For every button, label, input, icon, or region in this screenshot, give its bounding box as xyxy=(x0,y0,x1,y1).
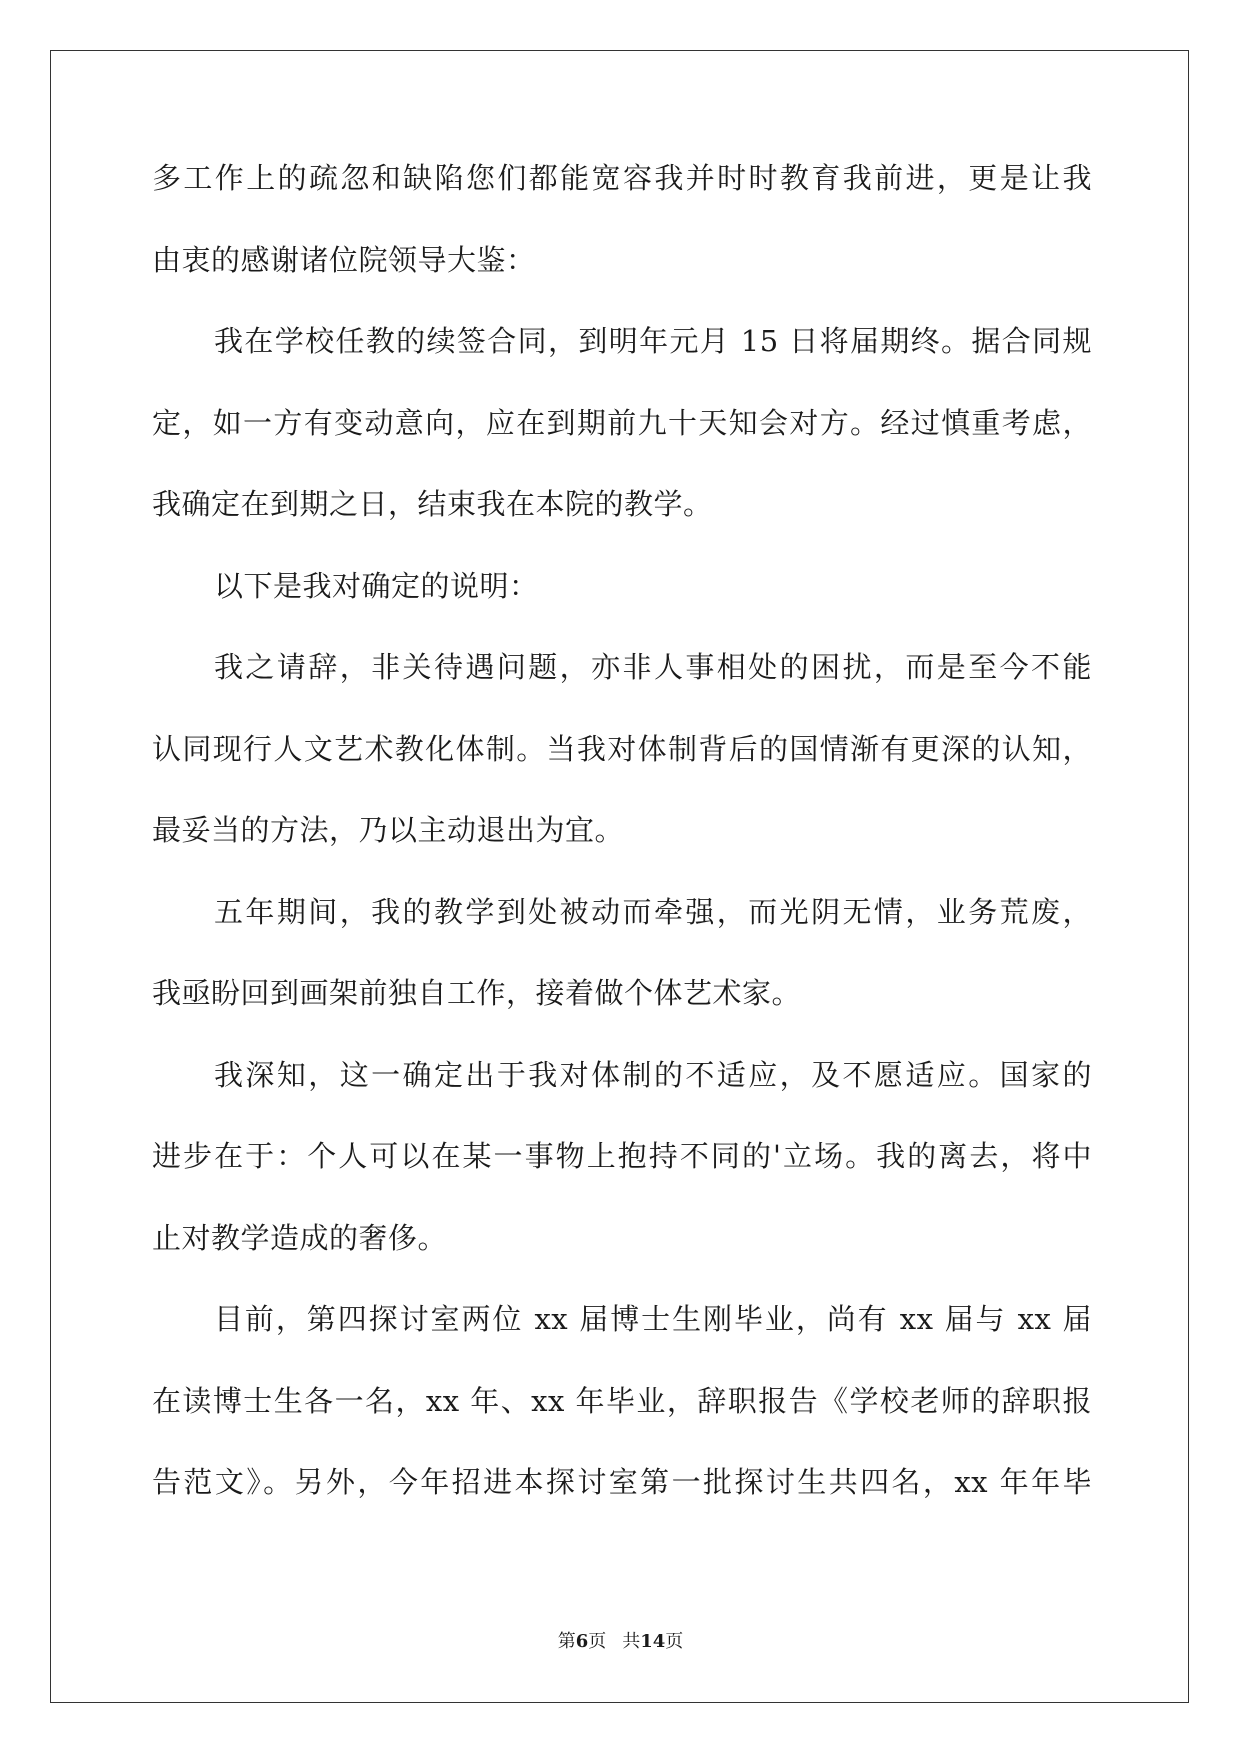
footer-total-prefix: 共 xyxy=(622,1631,641,1652)
text-line: 告范文》。另外，今年招进本探讨室第一批探讨生共四名，xx 年年毕 xyxy=(152,1465,1092,1499)
text-line: 由衷的感谢诸位院领导大鉴： xyxy=(152,242,536,277)
text-line: 多工作上的疏忽和缺陷您们都能宽容我并时时教育我前进，更是让我 xyxy=(152,161,1092,195)
page-footer xyxy=(0,1627,1241,1653)
text-line: 认同现行人文艺术教化体制。当我对体制背后的国情渐有更深的认知， xyxy=(152,731,1092,766)
text-line: 我亟盼回到画架前独自工作，接着做个体艺术家。 xyxy=(152,976,802,1010)
text-line: 我深知，这一确定出于我对体制的不适应，及不愿适应。国家的 xyxy=(214,1057,1092,1092)
text-line: 在读博士生各一名，xx 年、xx 年毕业，辞职报告《学校老师的辞职报 xyxy=(152,1383,1092,1418)
footer-page-number: 6 xyxy=(575,1631,589,1652)
text-line: 五年期间，我的教学到处被动而牵强，而光阴无情，业务荒废， xyxy=(214,894,1092,929)
footer-total-suffix: 页 xyxy=(665,1631,684,1652)
text-line: 我确定在到期之日，结束我在本院的教学。 xyxy=(152,487,713,521)
text-line: 目前，第四探讨室两位 xx 届博士生刚毕业，尚有 xx 届与 xx 届 xyxy=(214,1302,1092,1336)
text-line: 我在学校任教的续签合同，到明年元月 15 日将届期终。据合同规 xyxy=(214,324,1092,358)
text-line: 最妥当的方法，乃以主动退出为宜。 xyxy=(152,813,625,847)
text-line: 进步在于：个人可以在某一事物上抱持不同的'立场。我的离去，将中 xyxy=(152,1139,1092,1173)
footer-page-prefix: 第 xyxy=(557,1631,576,1652)
text-line: 止对教学造成的奢侈。 xyxy=(152,1220,448,1255)
text-line: 我之请辞，非关待遇问题，亦非人事相处的困扰，而是至今不能 xyxy=(214,650,1092,684)
text-line: 以下是我对确定的说明： xyxy=(214,568,539,603)
text-line: 定，如一方有变动意向，应在到期前九十天知会对方。经过慎重考虑， xyxy=(152,405,1092,440)
footer-page-suffix: 页 xyxy=(588,1631,607,1652)
footer-total-number: 14 xyxy=(640,1631,666,1652)
document-body xyxy=(152,160,1092,1546)
